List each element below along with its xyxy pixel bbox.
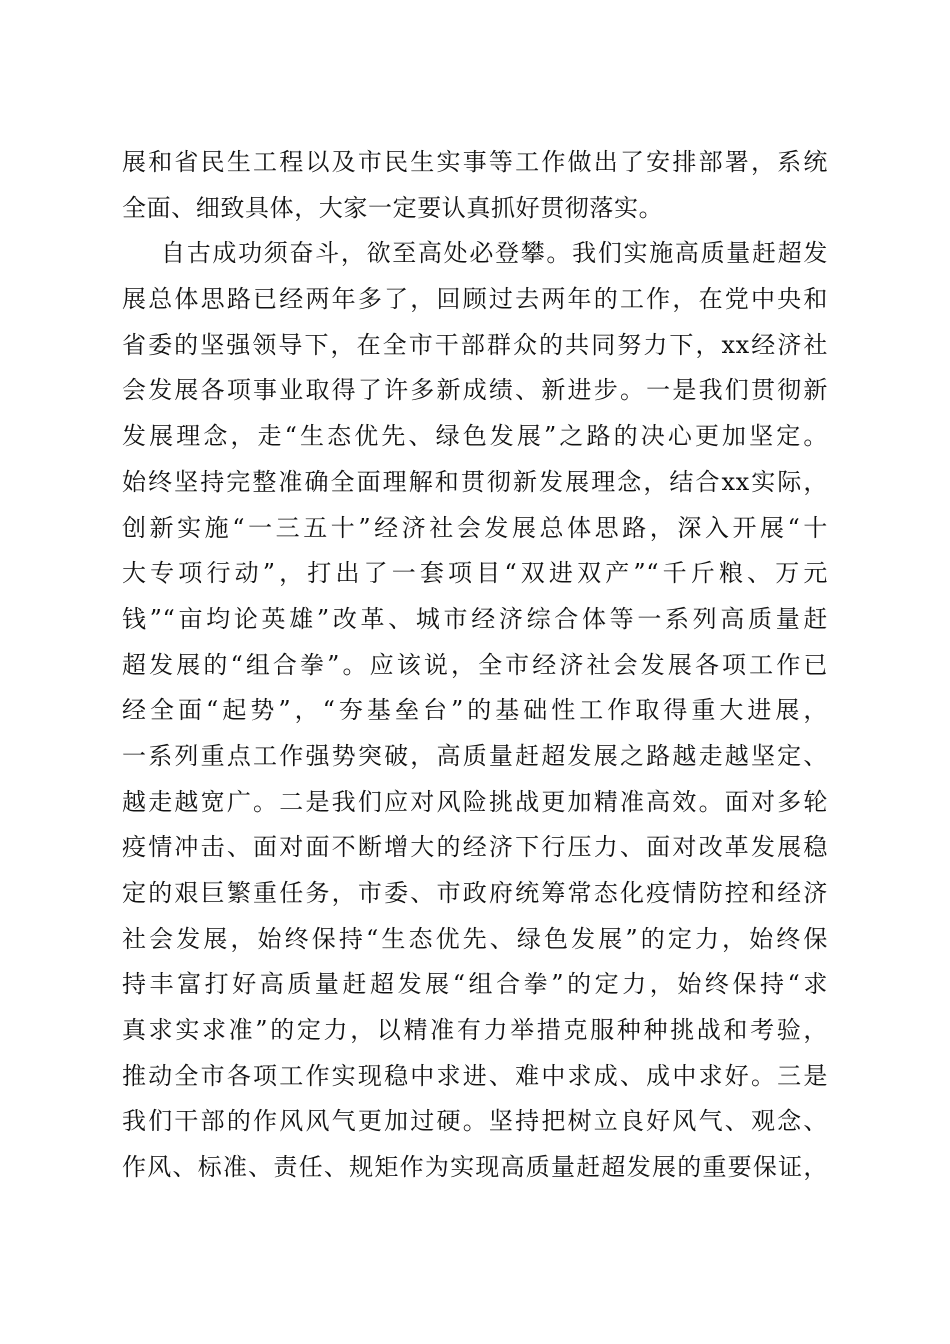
text-line: 发展理念，走“生态优先、绿色发展”之路的决心更加坚定。 bbox=[122, 422, 828, 451]
text-line: 疫情冲击、面对面不断增大的经济下行压力、面对改革发展稳 bbox=[122, 833, 828, 862]
text-line: 作风、标准、责任、规矩作为实现高质量赶超发展的重要保证， bbox=[122, 1153, 828, 1182]
text-line: 越走越宽广。二是我们应对风险挑战更加精准高效。面对多轮 bbox=[122, 787, 828, 816]
text-line: 真求实求准”的定力，以精准有力举措克服种种挑战和考验， bbox=[122, 1016, 828, 1045]
body-text bbox=[122, 140, 828, 1191]
text-line: 我们干部的作风风气更加过硬。坚持把树立良好风气、观念、 bbox=[122, 1107, 828, 1136]
text-line: 自古成功须奋斗，欲至高处必登攀。我们实施高质量赶超发 bbox=[161, 239, 828, 268]
text-line: 定的艰巨繁重任务，市委、市政府统筹常态化疫情防控和经济 bbox=[122, 879, 828, 907]
text-line: 持丰富打好高质量赶超发展“组合拳”的定力，始终保持“求 bbox=[122, 970, 828, 999]
text-line: 推动全市各项工作实现稳中求进、难中求成、成中求好。三是 bbox=[122, 1061, 828, 1090]
text-line: 展和省民生工程以及市民生实事等工作做出了安排部署，系统 bbox=[122, 148, 828, 176]
text-line: 省委的坚强领导下，在全市干部群众的共同努力下，xx经济社 bbox=[122, 330, 828, 359]
text-line: 经全面“起势”，“夯基垒台”的基础性工作取得重大进展， bbox=[122, 696, 828, 725]
text-line: 钱”“亩均论英雄”改革、城市经济综合体等一系列高质量赶 bbox=[122, 604, 828, 633]
text-line: 始终坚持完整准确全面理解和贯彻新发展理念，结合xx实际， bbox=[122, 467, 828, 496]
text-line: 超发展的“组合拳”。应该说，全市经济社会发展各项工作已 bbox=[122, 650, 828, 679]
text-line: 全面、细致具体，大家一定要认真抓好贯彻落实。 bbox=[122, 193, 664, 222]
text-line: 创新实施“一三五十”经济社会发展总体思路，深入开展“十 bbox=[122, 513, 828, 542]
text-line: 大专项行动”，打出了一套项目“双进双产”“千斤粮、万元 bbox=[122, 559, 828, 588]
text-line: 一系列重点工作强势突破，高质量赶超发展之路越走越坚定、 bbox=[122, 741, 828, 770]
text-line: 展总体思路已经两年多了，回顾过去两年的工作，在党中央和 bbox=[122, 285, 828, 314]
text-line: 社会发展，始终保持“生态优先、绿色发展”的定力，始终保 bbox=[122, 924, 828, 953]
text-line: 会发展各项事业取得了许多新成绩、新进步。一是我们贯彻新 bbox=[122, 376, 828, 405]
